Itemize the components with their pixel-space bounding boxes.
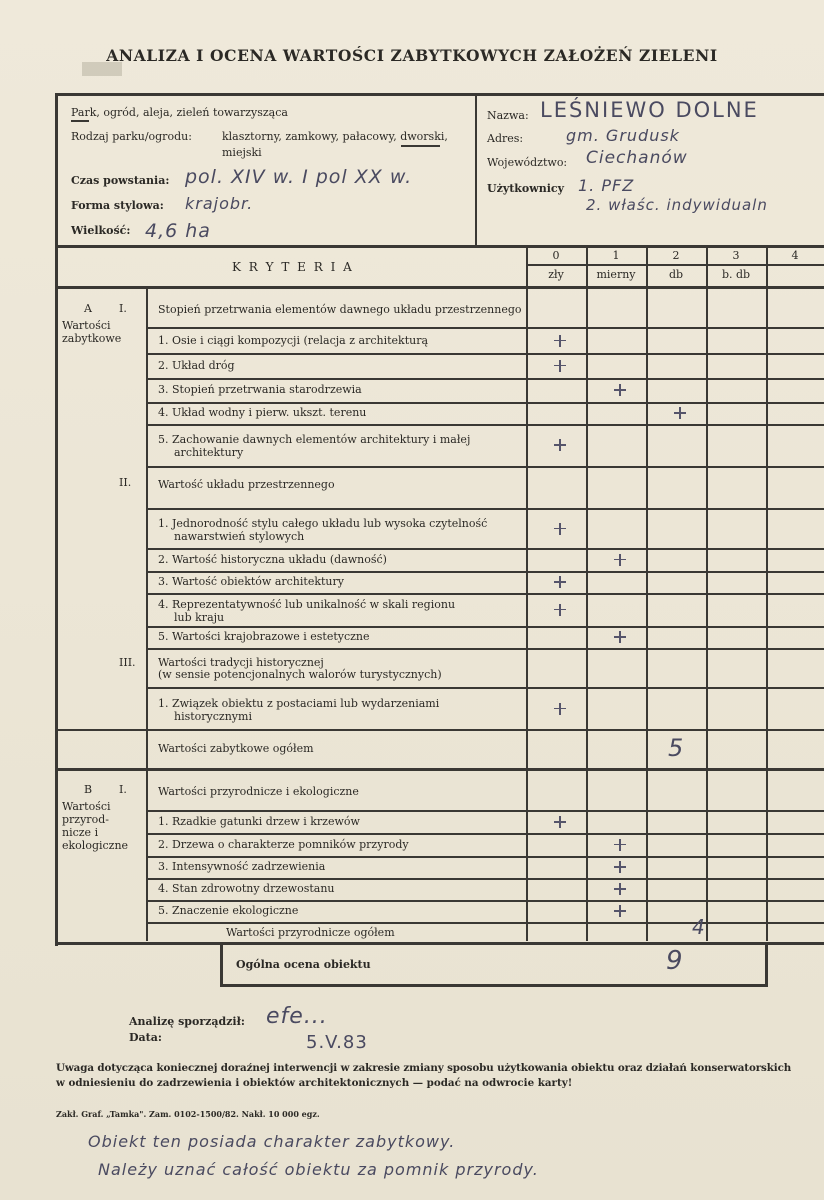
score-check-mark xyxy=(614,631,626,643)
forma-value: krajobr. xyxy=(185,194,254,213)
analize-label: Analizę sporządził: xyxy=(129,1015,245,1028)
section-a-iii: III. xyxy=(119,656,136,669)
table-bottom xyxy=(55,942,824,945)
rodzaj-label: Rodzaj parku/ogrodu: xyxy=(71,130,192,143)
handwritten-note-1: Obiekt ten posiada charakter zabytkowy. xyxy=(88,1132,456,1151)
group-a3-title-2: (w sensie potencjonalnych walorów turystycznych) xyxy=(158,668,442,681)
score-num-1: 1 xyxy=(612,249,620,262)
header-top-border xyxy=(55,93,824,96)
overall-label: Ogólna ocena obiektu xyxy=(236,958,371,971)
section-a-name-2: zabytkowe xyxy=(62,332,122,345)
row-divider xyxy=(146,466,824,468)
score-check-mark xyxy=(614,384,626,396)
criterion-text: 2. Wartość historyczna układu (dawność) xyxy=(158,552,387,566)
section-a-top xyxy=(55,286,824,289)
section-b-letter: B xyxy=(84,783,93,796)
criterion-text-cont: nawarstwień stylowych xyxy=(174,529,305,543)
wojewodztwo-label: Województwo: xyxy=(487,156,568,169)
row-divider xyxy=(146,648,824,650)
score-header-mid xyxy=(526,264,824,266)
score-check-mark xyxy=(554,576,566,588)
section-a-ii: II. xyxy=(119,476,132,489)
row-divider xyxy=(146,833,824,835)
total-a-top xyxy=(55,729,824,731)
rodzaj-options-1: klasztorny, zamkowy, pałacowy, dworski, xyxy=(222,130,448,143)
group-a2-title: Wartość układu przestrzennego xyxy=(158,478,335,491)
group-a1-bottom xyxy=(146,327,824,329)
wielkosc-label: Wielkość: xyxy=(71,224,131,237)
total-b-label: Wartości przyrodnicze ogółem xyxy=(226,926,395,939)
czas-label: Czas powstania: xyxy=(71,174,170,187)
score-check-mark xyxy=(614,861,626,873)
park-underline xyxy=(71,120,89,122)
wojewodztwo-value: Ciechanów xyxy=(586,148,688,168)
row-divider xyxy=(146,424,824,426)
score-check-mark xyxy=(614,554,626,566)
uzytkownicy-value-2: 2. właśc. indywidualn xyxy=(586,196,768,214)
score-label-1: mierny xyxy=(596,268,636,281)
criterion-text-cont: lub kraju xyxy=(174,610,225,624)
criterion-text-cont: architektury xyxy=(174,446,244,459)
table-left-border xyxy=(55,93,58,946)
criterion-text: 5. Zachowanie dawnych elementów architektury i małej xyxy=(158,433,471,446)
wielkosc-value: 4,6 ha xyxy=(145,220,211,242)
row-divider xyxy=(146,878,824,880)
section-a-letter: A xyxy=(84,302,92,315)
section-b-name-4: ekologiczne xyxy=(62,839,129,852)
score-label-0: zły xyxy=(548,268,564,281)
score-num-4: 4 xyxy=(791,249,799,262)
section-a-roman: I. xyxy=(119,302,127,315)
score-check-mark xyxy=(674,407,686,419)
score-label-2: db xyxy=(668,268,684,281)
score-check-mark xyxy=(554,816,566,828)
czas-value: pol. XIV w. I pol XX w. xyxy=(185,166,413,188)
overall-left xyxy=(220,942,223,986)
criterion-text: 2. Drzewa o charakterze pomników przyrody xyxy=(158,837,409,851)
row-divider xyxy=(146,900,824,902)
row-divider xyxy=(146,856,824,858)
group-a3-bottom xyxy=(146,687,824,689)
section-a-name-1: Wartości xyxy=(62,319,111,332)
score-check-mark xyxy=(614,839,626,851)
group-b1-bottom xyxy=(146,810,824,812)
score-num-2: 2 xyxy=(672,249,680,262)
overall-bottom xyxy=(220,984,768,987)
score-num-3: 3 xyxy=(732,249,740,262)
criterion-text: 5. Wartości krajobrazowe i estetyczne xyxy=(158,630,370,643)
criterion-text: 1. Rzadkie gatunki drzew i krzewów xyxy=(158,815,360,828)
group-b1-title: Wartości przyrodnicze i ekologiczne xyxy=(158,785,359,798)
section-b-roman: I. xyxy=(119,783,127,796)
criterion-text: 1. Związek obiektu z postaciami lub wydarzeniami xyxy=(158,696,440,710)
criterion-text: 4. Reprezentatywność lub unikalność w skali regionu xyxy=(158,597,456,611)
criterion-text: 4. Układ wodny i pierw. ukszt. terenu xyxy=(158,406,367,419)
section-b-name-1: Wartości xyxy=(62,800,111,813)
row-divider xyxy=(146,353,824,355)
nazwa-label: Nazwa: xyxy=(487,109,529,122)
criterion-text: 4. Stan zdrowotny drzewostanu xyxy=(158,882,335,895)
data-value: 5.V.83 xyxy=(306,1032,368,1053)
score-check-mark xyxy=(554,335,566,347)
score-check-mark xyxy=(554,360,566,372)
score-check-mark xyxy=(554,523,566,535)
criterion-text: 3. Wartość obiektów architektury xyxy=(158,575,344,588)
score-num-0: 0 xyxy=(552,249,560,262)
section-b-name-3: nicze i xyxy=(62,826,99,839)
score-label-3: b. db xyxy=(721,268,751,281)
park-type-line: Park, ogród, aleja, zieleń towarzysząca xyxy=(71,106,288,119)
adres-label: Adres: xyxy=(487,132,524,145)
rodzaj-options-2: miejski xyxy=(222,146,262,159)
total-a-label: Wartości zabytkowe ogółem xyxy=(158,742,314,755)
adres-value: gm. Grudusk xyxy=(566,126,680,145)
section-b-name-2: przyrod- xyxy=(62,813,109,826)
total-b-value: 4 xyxy=(692,915,706,939)
uwaga-line-1: Uwaga dotycząca koniecznej doraźnej interwencji w zakresie zmiany sposobu użytkowania obiektu oraz działań konserwatorskich xyxy=(56,1062,792,1074)
kryteria-label: K R Y T E R I A xyxy=(232,260,354,274)
criterion-text: 1. Osie i ciągi kompozycji (relacja z architekturą xyxy=(158,333,429,347)
score-check-mark xyxy=(614,905,626,917)
section-b-top xyxy=(55,768,824,771)
score-check-mark xyxy=(554,604,566,616)
nazwa-value: LEŚNIEWO DOLNE xyxy=(540,98,759,122)
row-divider xyxy=(146,548,824,550)
row-divider xyxy=(146,626,824,628)
handwritten-note-2: Należy uznać całość obiektu za pomnik przyrody. xyxy=(98,1160,539,1179)
uzytkownicy-label: Użytkownicy xyxy=(487,182,565,195)
criterion-text: 3. Stopień przetrwania starodrzewia xyxy=(158,383,362,396)
form-title: ANALIZA I OCENA WARTOŚCI ZABYTKOWYCH ZAŁOŻEŃ ZIELENI xyxy=(106,46,718,65)
group-a2-bottom xyxy=(146,508,824,510)
score-check-mark xyxy=(554,703,566,715)
row-divider xyxy=(146,593,824,595)
criteria-left-divider xyxy=(146,287,148,941)
forma-label: Forma stylowa: xyxy=(71,199,164,212)
group-a3-title-1: Wartości tradycji historycznej xyxy=(158,656,324,669)
row-divider xyxy=(146,378,824,380)
data-label: Data: xyxy=(129,1031,162,1044)
print-info: Zakł. Graf. „Tamka". Zam. 0102-1500/82. Nakł. 10 000 egz. xyxy=(56,1109,320,1119)
header-divider xyxy=(475,95,477,246)
criterion-text: 2. Układ dróg xyxy=(158,358,235,372)
criterion-text-cont: historycznymi xyxy=(174,709,252,723)
row-divider xyxy=(146,571,824,573)
criterion-text: 3. Intensywność zadrzewienia xyxy=(158,860,326,873)
uzytkownicy-value-1: 1. PFZ xyxy=(578,176,635,195)
overall-right xyxy=(765,942,768,986)
criterion-text: 5. Znaczenie ekologiczne xyxy=(158,904,299,917)
overall-value: 9 xyxy=(666,946,684,976)
group-a1-title: Stopień przetrwania elementów dawnego układu przestrzennego xyxy=(158,303,522,316)
analize-value: efe... xyxy=(266,1004,328,1029)
total-b-top xyxy=(146,922,824,924)
row-divider xyxy=(146,402,824,404)
score-check-mark xyxy=(614,883,626,895)
criterion-text: 1. Jednorodność stylu całego układu lub wysoka czytelność xyxy=(158,516,488,530)
total-a-value: 5 xyxy=(668,734,685,762)
uwaga-line-2: w odniesieniu do zadrzewienia i obiektów architektonicznych — podać na odwrocie karty! xyxy=(56,1077,573,1089)
dworski-underline xyxy=(401,145,440,147)
score-check-mark xyxy=(554,439,566,451)
kryteria-top-border xyxy=(55,245,824,248)
